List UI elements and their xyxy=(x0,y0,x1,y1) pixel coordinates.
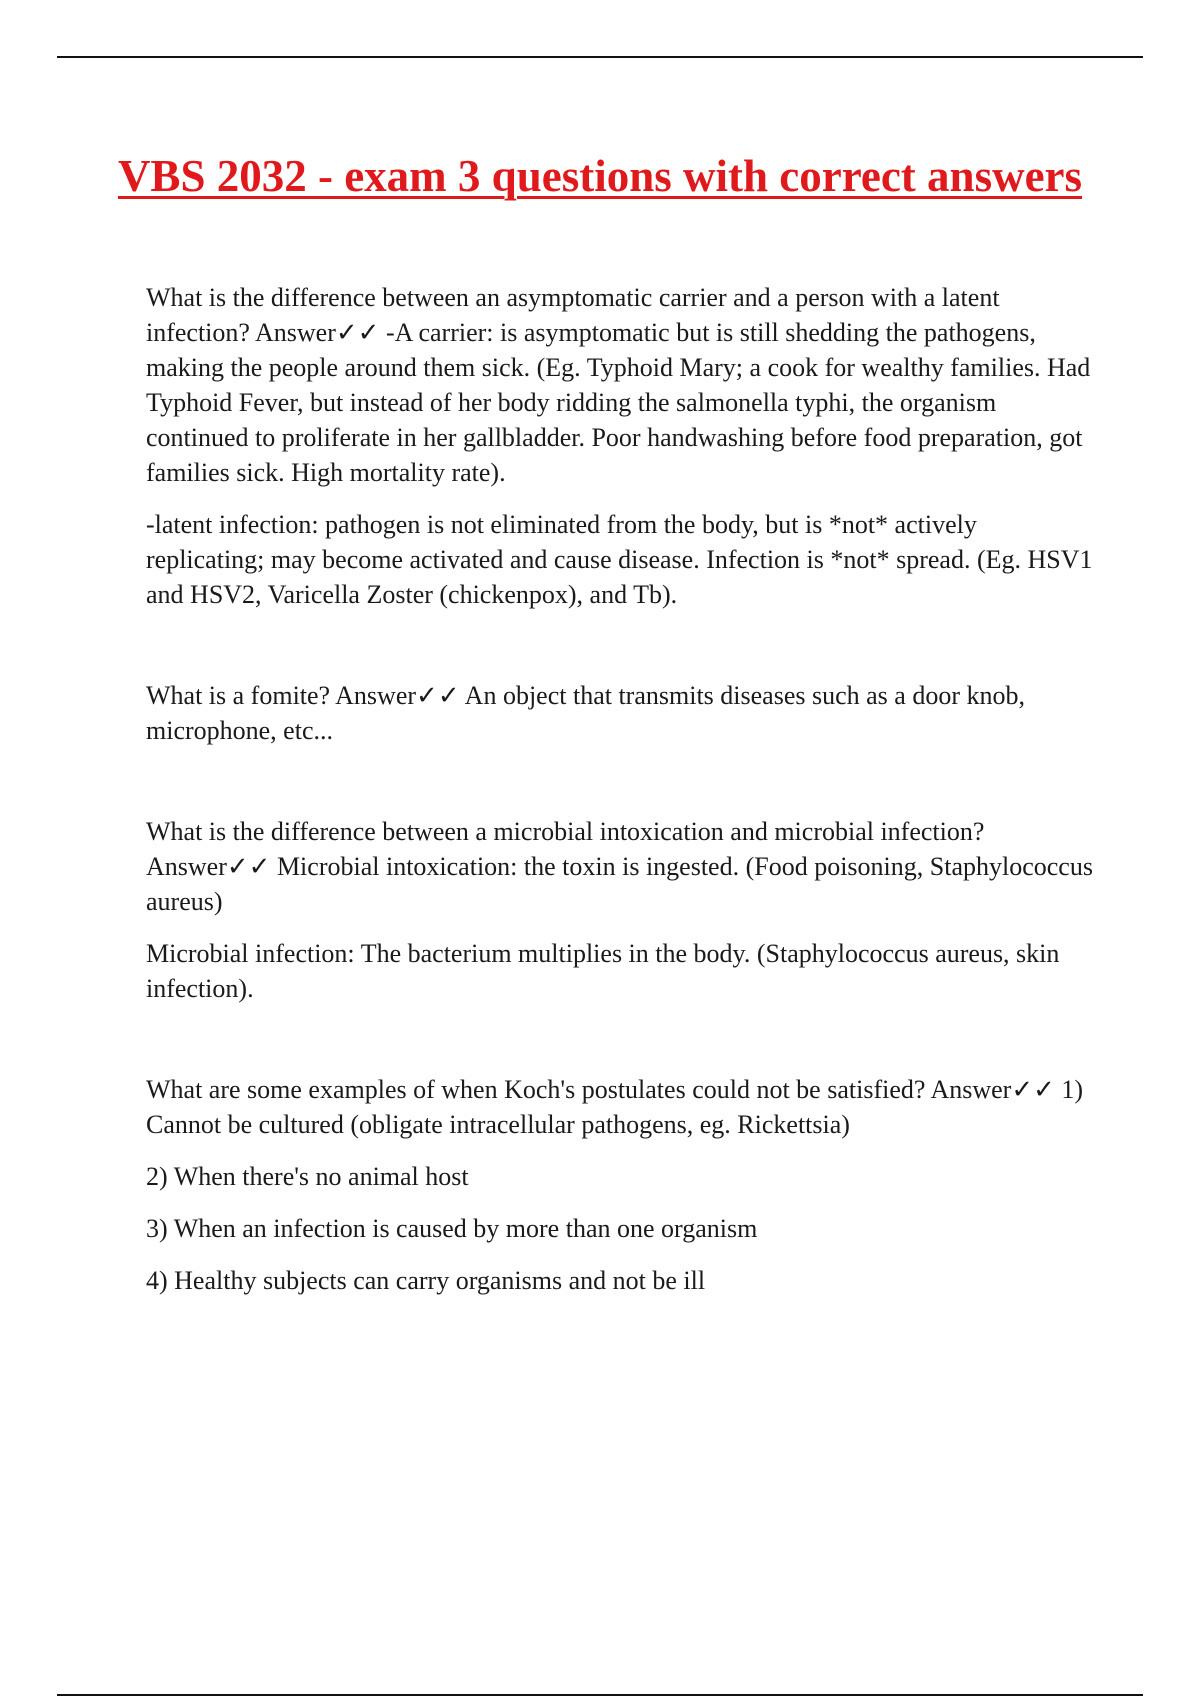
qa-block-fomite xyxy=(146,678,1096,748)
qa-block-intoxication-infection xyxy=(146,814,1096,1006)
answer-list-item: 4) Healthy subjects can carry organisms and not be ill xyxy=(146,1266,706,1295)
document-title: VBS 2032 - exam 3 questions with correct answers xyxy=(117,151,1083,201)
question-answer-paragraph: What is a fomite? Answer✓✓ An object that transmits diseases such as a door knob, microphone, etc... xyxy=(146,681,1025,745)
answer-list-item: 3) When an infection is caused by more than one organism xyxy=(146,1214,758,1243)
answer-list-item: 2) When there's no animal host xyxy=(146,1162,469,1191)
document-body xyxy=(146,280,1096,1298)
header-rule xyxy=(57,56,1143,58)
question-answer-paragraph: What is the difference between an asymptomatic carrier and a person with a latent infection? Answer✓✓ -A carrier: is asymptomatic but is still shedding the pathogens, making the people around them sick. (Eg. Typhoid Mary; a cook for wealthy families. Had Typhoid Fever, but instead of her body ridding the salmonella typhi, the organism continued to proliferate in her gallbladder. Poor handwashing before food preparation, got families sick. High mortality rate). xyxy=(146,283,1091,487)
qa-block-carrier-latent xyxy=(146,280,1096,612)
question-answer-paragraph: What are some examples of when Koch's postulates could not be satisfied? Answer✓✓ 1) Cannot be cultured (obligate intracellular pathogens, eg. Rickettsia) xyxy=(146,1075,1084,1139)
question-answer-paragraph: What is the difference between a microbial intoxication and microbial infection? Answer✓✓ Microbial intoxication: the toxin is ingested. (Food poisoning, Staphylococcus aureus) xyxy=(146,817,1093,916)
qa-block-koch-postulates xyxy=(146,1072,1096,1298)
answer-paragraph: Microbial infection: The bacterium multiplies in the body. (Staphylococcus aureus, skin infection). xyxy=(146,939,1060,1003)
answer-paragraph: -latent infection: pathogen is not eliminated from the body, but is *not* actively replicating; may become activated and cause disease. Infection is *not* spread. (Eg. HSV1 and HSV2, Varicella Zoster (chickenpox), and Tb). xyxy=(146,510,1093,609)
footer-rule xyxy=(57,1694,1143,1696)
